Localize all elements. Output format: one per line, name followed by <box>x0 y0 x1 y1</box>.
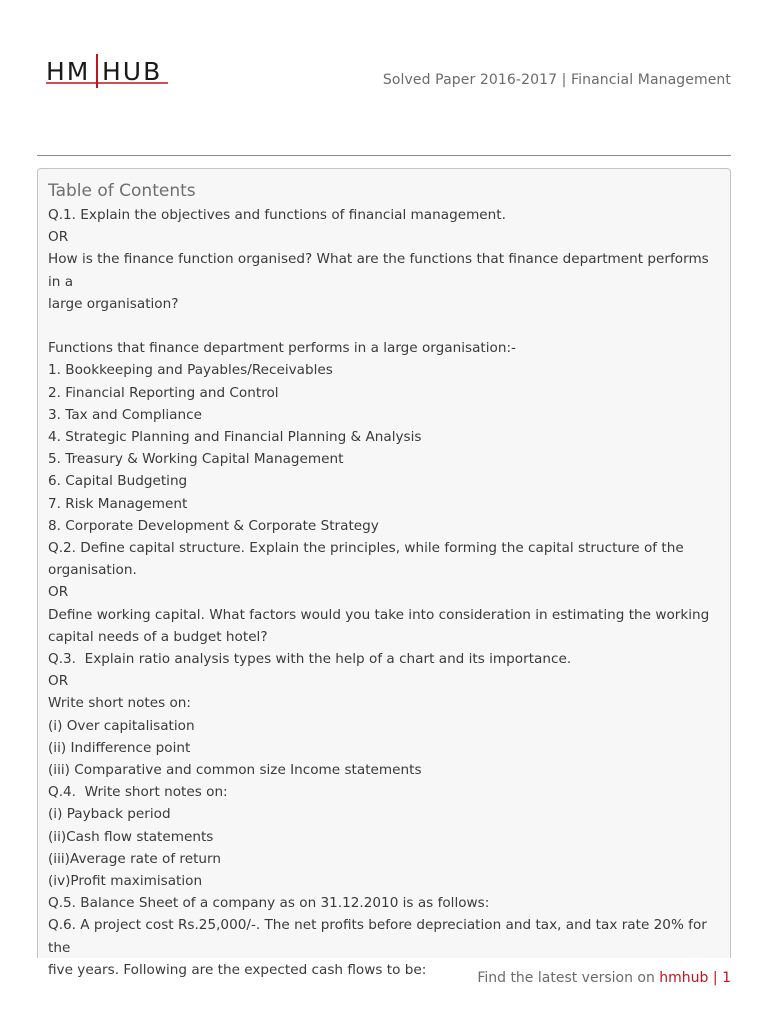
toc-line: Write short notes on: <box>48 695 192 712</box>
toc-line: How is the finance function organised? What are the functions that finance department performs in a <box>48 251 714 290</box>
footer-brand-link[interactable]: hmhub <box>659 970 709 986</box>
toc-line: (i) Payback period <box>48 806 171 823</box>
toc-line: 6. Capital Budgeting <box>48 473 188 490</box>
svg-text:HM: HM <box>46 57 91 86</box>
toc-line: OR <box>48 584 69 601</box>
toc-line: large organisation? <box>48 295 179 312</box>
footer-separator: | <box>708 970 723 986</box>
toc-line: 2. Financial Reporting and Control <box>48 384 279 401</box>
toc-lines <box>48 204 720 981</box>
toc-line: (iii)Average rate of return <box>48 850 222 867</box>
toc-line <box>48 315 720 337</box>
toc-line: Q.2. Define capital structure. Explain the principles, while forming the capital structure of the <box>48 540 684 557</box>
toc-line: Q.6. A project cost Rs.25,000/-. The net profits before depreciation and tax, and tax rate 20% for the <box>48 917 712 956</box>
toc-line: 7. Risk Management <box>48 495 188 512</box>
document-title: Solved Paper 2016-2017 | Financial Management <box>382 72 731 88</box>
header-divider <box>37 155 731 156</box>
toc-line: 8. Corporate Development & Corporate Strategy <box>48 517 379 534</box>
toc-line: Define working capital. What factors would you take into consideration in estimating the working <box>48 606 710 623</box>
toc-line: 3. Tax and Compliance <box>48 406 202 423</box>
page-number: 1 <box>722 970 731 986</box>
page-footer <box>477 970 731 986</box>
footer-prefix: Find the latest version on <box>477 970 660 986</box>
toc-line: OR <box>48 673 69 690</box>
svg-text:HUB: HUB <box>102 57 163 86</box>
toc-line: Q.1. Explain the objectives and functions of financial management. <box>48 207 506 223</box>
toc-line: 1. Bookkeeping and Payables/Receivables <box>48 362 333 379</box>
toc-line: (ii)Cash flow statements <box>48 828 214 845</box>
toc-line: (iv)Profit maximisation <box>48 873 203 890</box>
toc-line: Q.3. Explain ratio analysis types with the help of a chart and its importance. <box>48 651 572 668</box>
toc-line: five years. Following are the expected cash flows to be: <box>48 961 427 978</box>
toc-line: Q.4. Write short notes on: <box>48 784 228 801</box>
toc-line: 4. Strategic Planning and Financial Planning & Analysis <box>48 429 422 446</box>
hmhub-logo <box>44 52 170 92</box>
toc-line: (i) Over capitalisation <box>48 717 195 734</box>
toc-line: (iii) Comparative and common size Income statements <box>48 762 422 779</box>
toc-line: 5. Treasury & Working Capital Management <box>48 451 344 468</box>
toc-line: organisation. <box>48 562 137 579</box>
toc-line: OR <box>48 229 69 246</box>
toc-line: capital needs of a budget hotel? <box>48 628 268 645</box>
toc-heading: Table of Contents <box>48 181 196 201</box>
toc-line: (ii) Indifference point <box>48 739 191 756</box>
toc-line: Functions that finance department performs in a large organisation:- <box>48 340 516 357</box>
toc-line: Q.5. Balance Sheet of a company as on 31.12.2010 is as follows: <box>48 895 490 912</box>
